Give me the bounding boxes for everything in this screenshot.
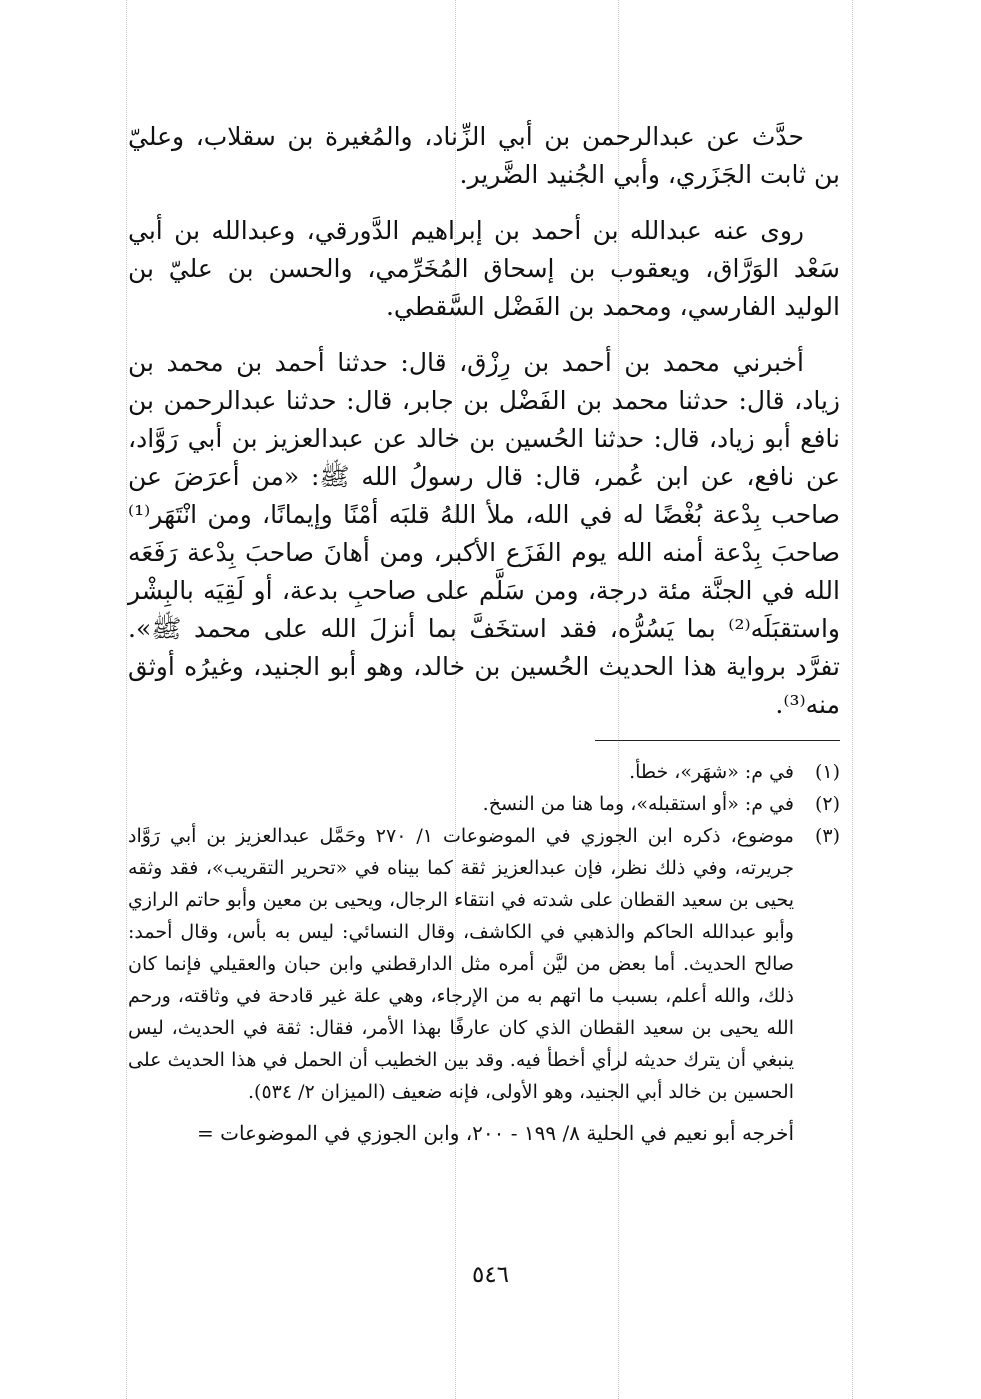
footnote <box>128 756 840 788</box>
main-text <box>128 118 840 742</box>
footnote <box>128 788 840 820</box>
footnote-number: (١) <box>814 761 840 783</box>
footnote-number: (٢) <box>814 793 840 815</box>
footnote-text: في م: «أو استقبله»، وما هنا من النسخ. <box>482 793 794 815</box>
footnote-continuation: أخرجه أبو نعيم في الحلية ٨/ ١٩٩ - ٢٠٠، وابن الجوزي في الموضوعات = <box>197 1121 794 1145</box>
footnote <box>128 820 840 1108</box>
scan-artifact-line <box>852 0 853 1399</box>
footnote-number: (٣) <box>814 825 840 847</box>
scan-artifact-line <box>126 0 127 1399</box>
footnotes <box>128 756 840 1170</box>
footnote-divider <box>595 740 840 741</box>
paragraph-narrated-from: حدَّث عن عبدالرحمن بن أبي الزِّناد، والمُغيرة بن سقلاب، وعليّ بن ثابت الجَزَري، وأبي الجُنيد الضَّرير. <box>128 122 840 189</box>
footnote-text: في م: «شهَر»، خطأ. <box>629 761 794 783</box>
paragraph-narrated-by: روى عنه عبدالله بن أحمد بن إبراهيم الدَّورقي، وعبدالله بن أبي سَعْد الوَرَّاق، ويعقوب بن إسحاق المُخَرِّمي، والحسن بن عليّ بن الوليد الفارسي، ومحمد بن الفَضْل السَّقطي. <box>128 216 840 321</box>
page-number: ٥٤٦ <box>471 1262 510 1288</box>
paragraph-hadith: أخبرني محمد بن أحمد بن رِزْق، قال: حدثنا أحمد بن محمد بن زياد، قال: حدثنا محمد بن الفَضْل بن جابر، قال: حدثنا عبدالرحمن بن نافع أبو زياد، قال: حدثنا الحُسين بن خالد عن عبدالعزيز بن أبي رَوَّاد، عن نافع، عن ابن عُمر، قال: قال رسولُ الله ﷺ: «من أعرَضَ عن صاحب بِدْعة بُغْضًا له في الله، ملأ اللهُ قلبَه أمْنًا وإيمانًا، ومن انْتَهَر⁽¹⁾ صاحبَ بِدْعة أمنه الله يوم الفَزَع الأكبر، ومن أهانَ صاحبَ بِدْعة رَفَعَه الله في الجنَّة مئة درجة، ومن سَلَّم على صاحبِ بدعة، أو لَقِيَه بالبِشْر واستقبَلَه⁽²⁾ بما يَسُرُّه، فقد استخَفَّ بما أنزلَ الله على محمد ﷺ». تفرَّد برواية هذا الحديث الحُسين بن خالد، وهو أبو الجنيد، وغيرُه أوثق منه⁽³⁾. <box>128 348 841 719</box>
footnote-text: موضوع، ذكره ابن الجوزي في الموضوعات ١/ ٢٧٠ وحَمَّل عبدالعزيز بن أبي رَوَّاد جريرته، وفي ذلك نظر، فإن عبدالعزيز ثقة كما بيناه في «تحرير التقريب»، فقد وثقه يحيى بن سعيد القطان على شدته في انتقاء الرجال، ويحيى بن معين وأبو حاتم الرازي وأبو عبدالله الحاكم والذهبي في الكاشف، وقال النسائي: ليس به بأس، وقال أحمد: صالح الحديث. أما بعض من ليَّن أمره مثل الدارقطني وابن حبان والعقيلي فإنما كان ذلك، والله أعلم، بسبب ما اتهم به من الإرجاء، وهي علة غير قادحة في وثاقته، ورحم الله يحيى بن سعيد القطان الذي كان عارفًا بهذا الأمر، فقال: ثقة في الحديث، ليس ينبغي أن يترك حديثه لرأي أخطأ فيه. وقد بين الخطيب أن الحمل في هذا الحديث على الحسين بن خالد أبي الجنيد، وهو الأولى، فإنه ضعيف (الميزان ٢/ ٥٣٤). <box>128 825 794 1103</box>
